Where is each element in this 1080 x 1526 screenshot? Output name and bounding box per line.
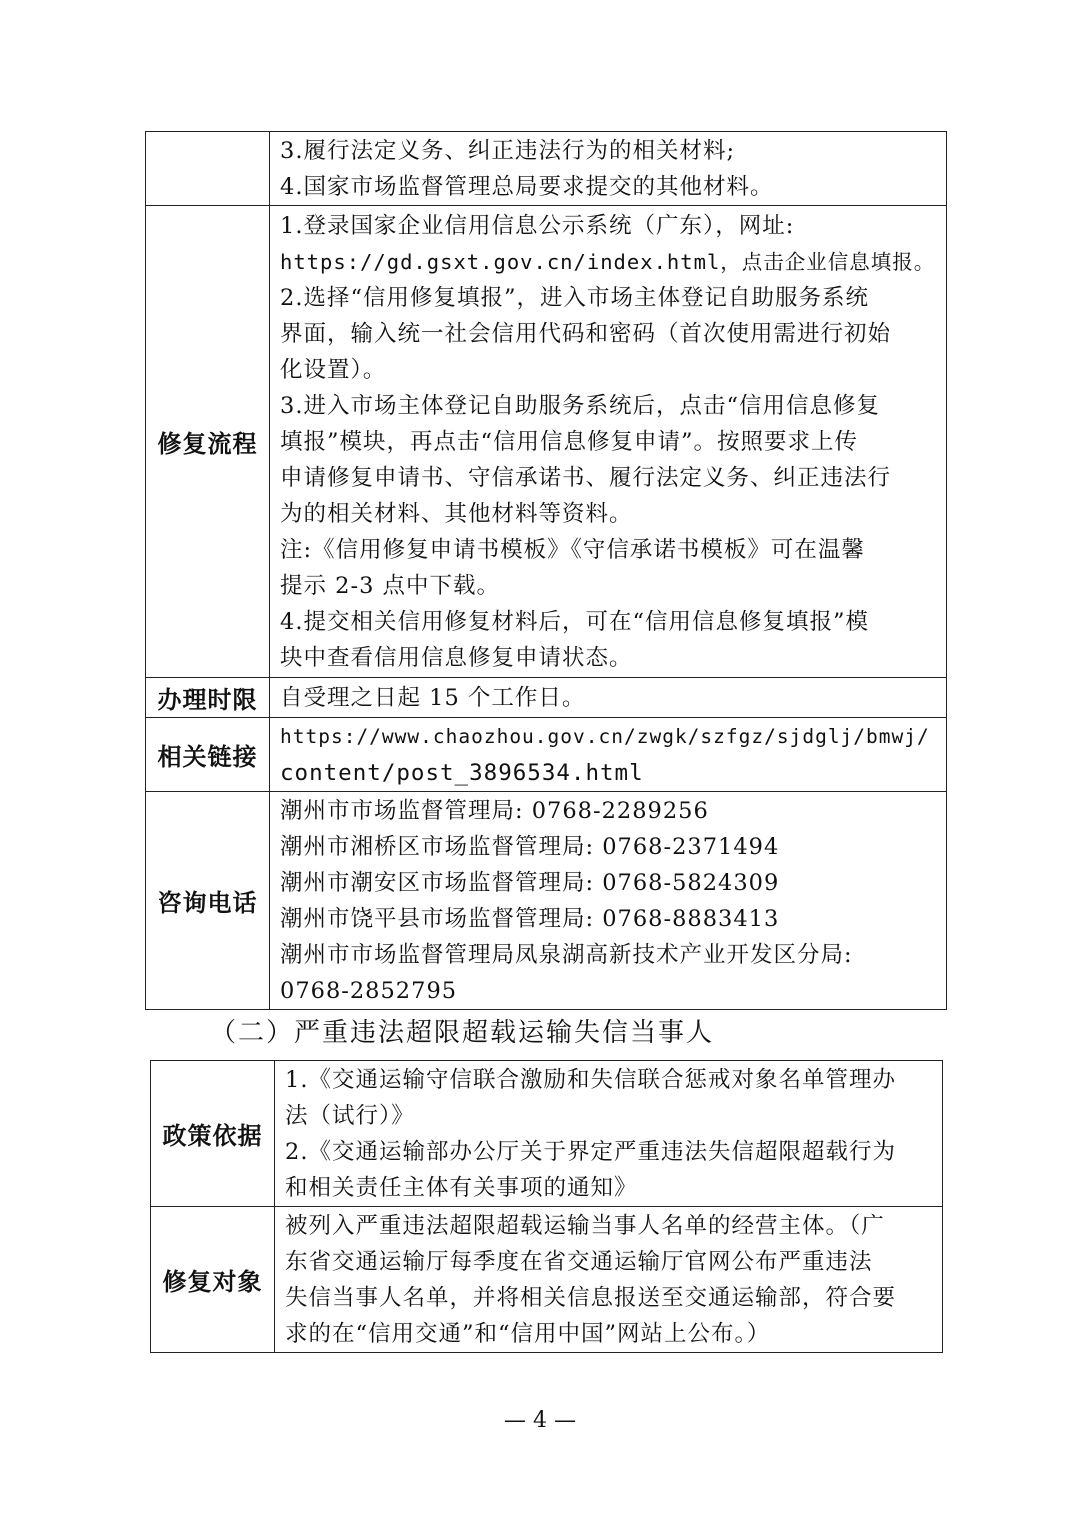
continued-materials-cell: [270, 132, 947, 206]
text-line: 界面，输入统一社会信用代码和密码（首次使用需进行初始: [280, 320, 892, 347]
phone-line: 潮州市饶平县市场监督管理局: 0768-8883413: [280, 905, 780, 932]
repair-target-cell: [275, 1207, 943, 1353]
phone-line: 潮州市潮安区市场监督管理局: 0768-5824309: [280, 869, 780, 896]
repair-process-row: [146, 206, 947, 678]
text-line: 填报”模块，再点击“信用信息修复申请”。按照要求上传: [280, 428, 859, 455]
related-link-cell[interactable]: [270, 718, 947, 792]
text-line: 东省交通运输厅每季度在省交通运输厅官网公布严重违法: [285, 1248, 873, 1275]
policy-basis-cell: [275, 1061, 943, 1207]
text-line: 化设置）。: [280, 356, 387, 383]
text-line: 注:《信用修复申请书模板》《守信承诺书模板》可在温馨: [280, 536, 865, 563]
processing-time-label: 办理时限: [146, 678, 270, 718]
phone-line: 潮州市市场监督管理局: 0768-2289256: [280, 797, 709, 824]
credit-repair-table-2: [150, 1060, 943, 1353]
text-line: 和相关责任主体有关事项的通知》: [285, 1174, 638, 1201]
text-line: 法（试行）》: [285, 1102, 415, 1129]
policy-basis-row: [151, 1061, 943, 1207]
repair-process-cell: [270, 206, 947, 678]
text-line: 提示 2-3 点中下载。: [280, 572, 501, 599]
text-line: 4.提交相关信用修复材料后，可在“信用信息修复填报”模: [280, 608, 869, 635]
repair-process-label: 修复流程: [146, 206, 270, 678]
related-link-url-line[interactable]: content/post_3896534.html: [280, 759, 644, 786]
related-link-url-line[interactable]: https://www.chaozhou.gov.cn/zwgk/szfgz/sjdglj/bmwj/: [280, 724, 930, 748]
text-line: 块中查看信用信息修复申请状态。: [280, 644, 633, 671]
consult-phone-cell: [270, 792, 947, 1010]
credit-repair-table-1: [145, 131, 947, 1010]
page-number: — 4 —: [504, 1408, 576, 1433]
policy-basis-label: 政策依据: [151, 1061, 275, 1207]
text-line: 3.进入市场主体登记自助服务系统后，点击“信用信息修复: [280, 392, 880, 419]
text-line: 求的在“信用交通”和“信用中国”网站上公布。）: [285, 1320, 771, 1347]
text-line: 2.《交通运输部办公厅关于界定严重违法失信超限超载行为: [285, 1138, 896, 1165]
text-line: 1.登录国家企业信用信息公示系统（广东），网址:: [280, 212, 795, 239]
text-line: 2.选择“信用修复填报”，进入市场主体登记自助服务系统: [280, 284, 869, 311]
consult-phone-row: [146, 792, 947, 1010]
text-line: 被列入严重违法超限超载运输当事人名单的经营主体。（广: [285, 1212, 885, 1239]
text-line: 申请修复申请书、守信承诺书、履行法定义务、纠正违法行: [280, 464, 892, 491]
repair-target-row: [151, 1207, 943, 1353]
text-line: 失信当事人名单，并将相关信息报送至交通运输部，符合要: [285, 1284, 897, 1311]
repair-target-label: 修复对象: [151, 1207, 275, 1353]
section-heading: （二）严重违法超限超载运输失信当事人: [210, 1018, 715, 1048]
phone-line: 潮州市湘桥区市场监督管理局: 0768-2371494: [280, 833, 780, 860]
related-link-row: [146, 718, 947, 792]
consult-phone-label: 咨询电话: [146, 792, 270, 1010]
empty-label-cell: [146, 132, 270, 206]
continued-materials-row: [146, 132, 947, 206]
website-url-line: https://gd.gsxt.gov.cn/index.html，点击企业信息填报。: [280, 249, 936, 274]
phone-line: 潮州市市场监督管理局凤泉湖高新技术产业开发区分局:: [280, 941, 853, 968]
phone-line: 0768-2852795: [280, 977, 458, 1004]
related-link-label: 相关链接: [146, 718, 270, 792]
text-line: 3.履行法定义务、纠正违法行为的相关材料;: [280, 137, 736, 164]
processing-time-cell: [270, 678, 947, 718]
processing-time-value: 自受理之日起 15 个工作日。: [280, 684, 586, 711]
processing-time-row: [146, 678, 947, 718]
text-line: 4.国家市场监督管理总局要求提交的其他材料。: [280, 173, 774, 200]
text-line: 为的相关材料、其他材料等资料。: [280, 500, 633, 527]
text-line: 1.《交通运输守信联合激励和失信联合惩戒对象名单管理办: [285, 1066, 896, 1093]
